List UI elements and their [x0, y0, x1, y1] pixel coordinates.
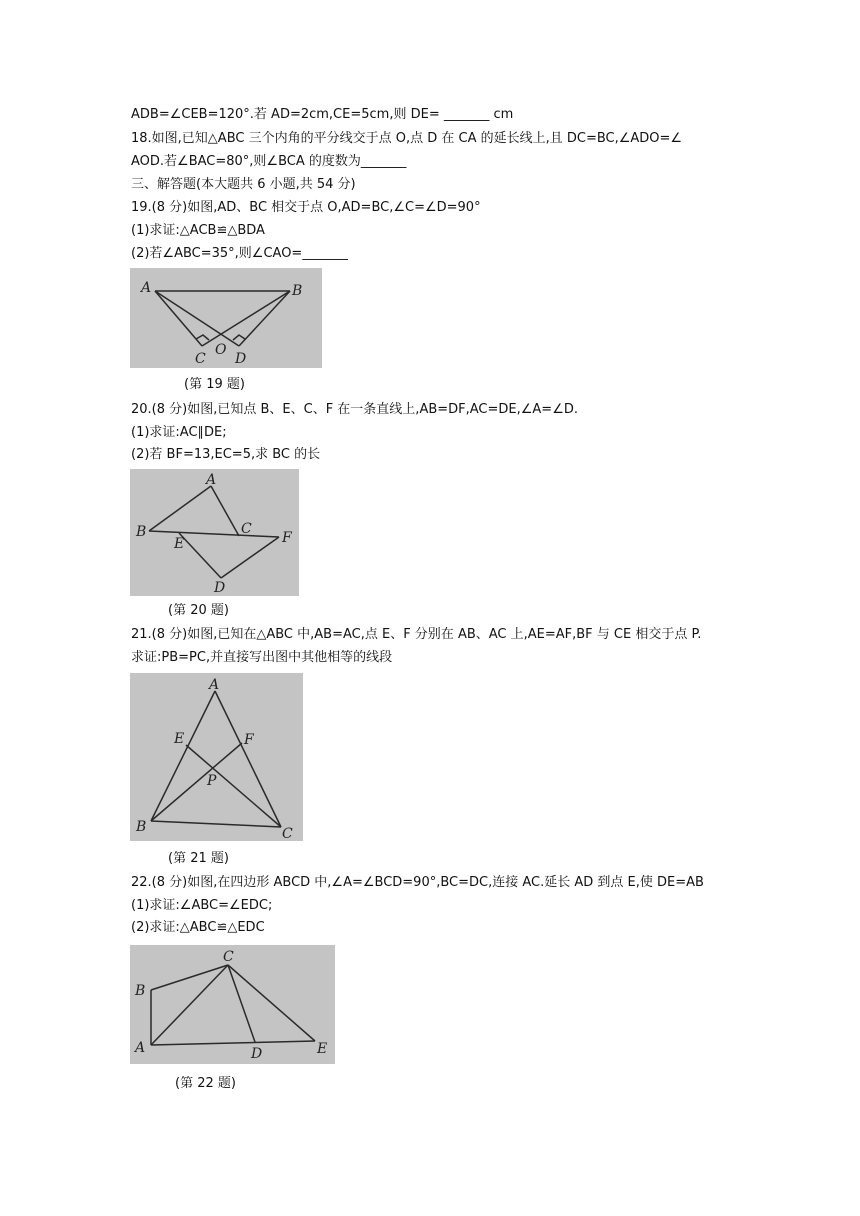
- figure-22-label-e: E: [317, 1041, 328, 1057]
- figure-22-label-b: B: [135, 983, 146, 999]
- figure-22-label-a: A: [135, 1040, 146, 1056]
- question-19-part-1: (1)求证:△ACB≌△BDA: [131, 223, 265, 238]
- question-22-part-1: (1)求证:∠ABC=∠EDC;: [131, 898, 273, 913]
- figure-20-label-d: D: [214, 580, 226, 596]
- section-heading: 三、解答题(本大题共 6 小题,共 54 分): [131, 177, 356, 192]
- figure-20-label-f: F: [282, 530, 292, 546]
- figure-19-label-a: A: [141, 280, 152, 296]
- figure-20-caption: (第 20 题): [168, 603, 229, 618]
- figure-20: [130, 469, 299, 596]
- figure-19-label-o: O: [215, 342, 227, 358]
- question-20-part-2: (2)若 BF=13,EC=5,求 BC 的长: [131, 447, 321, 462]
- question-21-line-2: 求证:PB=PC,并直接写出图中其他相等的线段: [131, 650, 393, 665]
- figure-19: [130, 268, 322, 368]
- question-20-stem: 20.(8 分)如图,已知点 B、E、C、F 在一条直线上,AB=DF,AC=DE,∠A=∠D.: [131, 402, 578, 417]
- figure-19-label-d: D: [235, 351, 247, 367]
- figure-21-label-a: A: [209, 677, 220, 693]
- question-20-part-1: (1)求证:AC∥DE;: [131, 425, 227, 440]
- figure-21-label-p: P: [207, 773, 217, 789]
- figure-21: [130, 673, 303, 841]
- figure-22-caption: (第 22 题): [175, 1076, 236, 1091]
- figure-22-label-d: D: [251, 1046, 263, 1062]
- question-19-part-2: (2)若∠ABC=35°,则∠CAO=_______: [131, 246, 348, 261]
- figure-19-caption: (第 19 题): [184, 377, 245, 392]
- question-22-part-2: (2)求证:△ABC≌△EDC: [131, 920, 265, 935]
- figure-21-label-e: E: [174, 731, 185, 747]
- figure-19-label-b: B: [292, 283, 303, 299]
- figure-22-label-c: C: [223, 949, 234, 965]
- figure-20-label-a: A: [206, 472, 217, 488]
- figure-19-label-c: C: [195, 351, 206, 367]
- figure-22: [130, 945, 335, 1064]
- figure-21-label-b: B: [136, 819, 147, 835]
- figure-21-label-c: C: [282, 826, 293, 841]
- figure-21-label-f: F: [244, 732, 254, 748]
- figure-20-label-e: E: [174, 536, 185, 552]
- question-18-line-2: AOD.若∠BAC=80°,则∠BCA 的度数为_______: [131, 154, 407, 169]
- question-22-stem: 22.(8 分)如图,在四边形 ABCD 中,∠A=∠BCD=90°,BC=DC,连接 AC.延长 AD 到点 E,使 DE=AB: [131, 875, 704, 890]
- question-18-line-1: 18.如图,已知△ABC 三个内角的平分线交于点 O,点 D 在 CA 的延长线上,且 DC=BC,∠ADO=∠: [131, 131, 683, 146]
- figure-20-label-c: C: [241, 521, 252, 537]
- question-21-line-1: 21.(8 分)如图,已知在△ABC 中,AB=AC,点 E、F 分别在 AB、AC 上,AE=AF,BF 与 CE 相交于点 P.: [131, 627, 702, 642]
- figure-21-caption: (第 21 题): [168, 851, 229, 866]
- question-19-stem: 19.(8 分)如图,AD、BC 相交于点 O,AD=BC,∠C=∠D=90°: [131, 200, 481, 215]
- figure-20-label-b: B: [136, 524, 147, 540]
- text-line-17-continuation: ADB=∠CEB=120°.若 AD=2cm,CE=5cm,则 DE= _______ cm: [131, 107, 514, 122]
